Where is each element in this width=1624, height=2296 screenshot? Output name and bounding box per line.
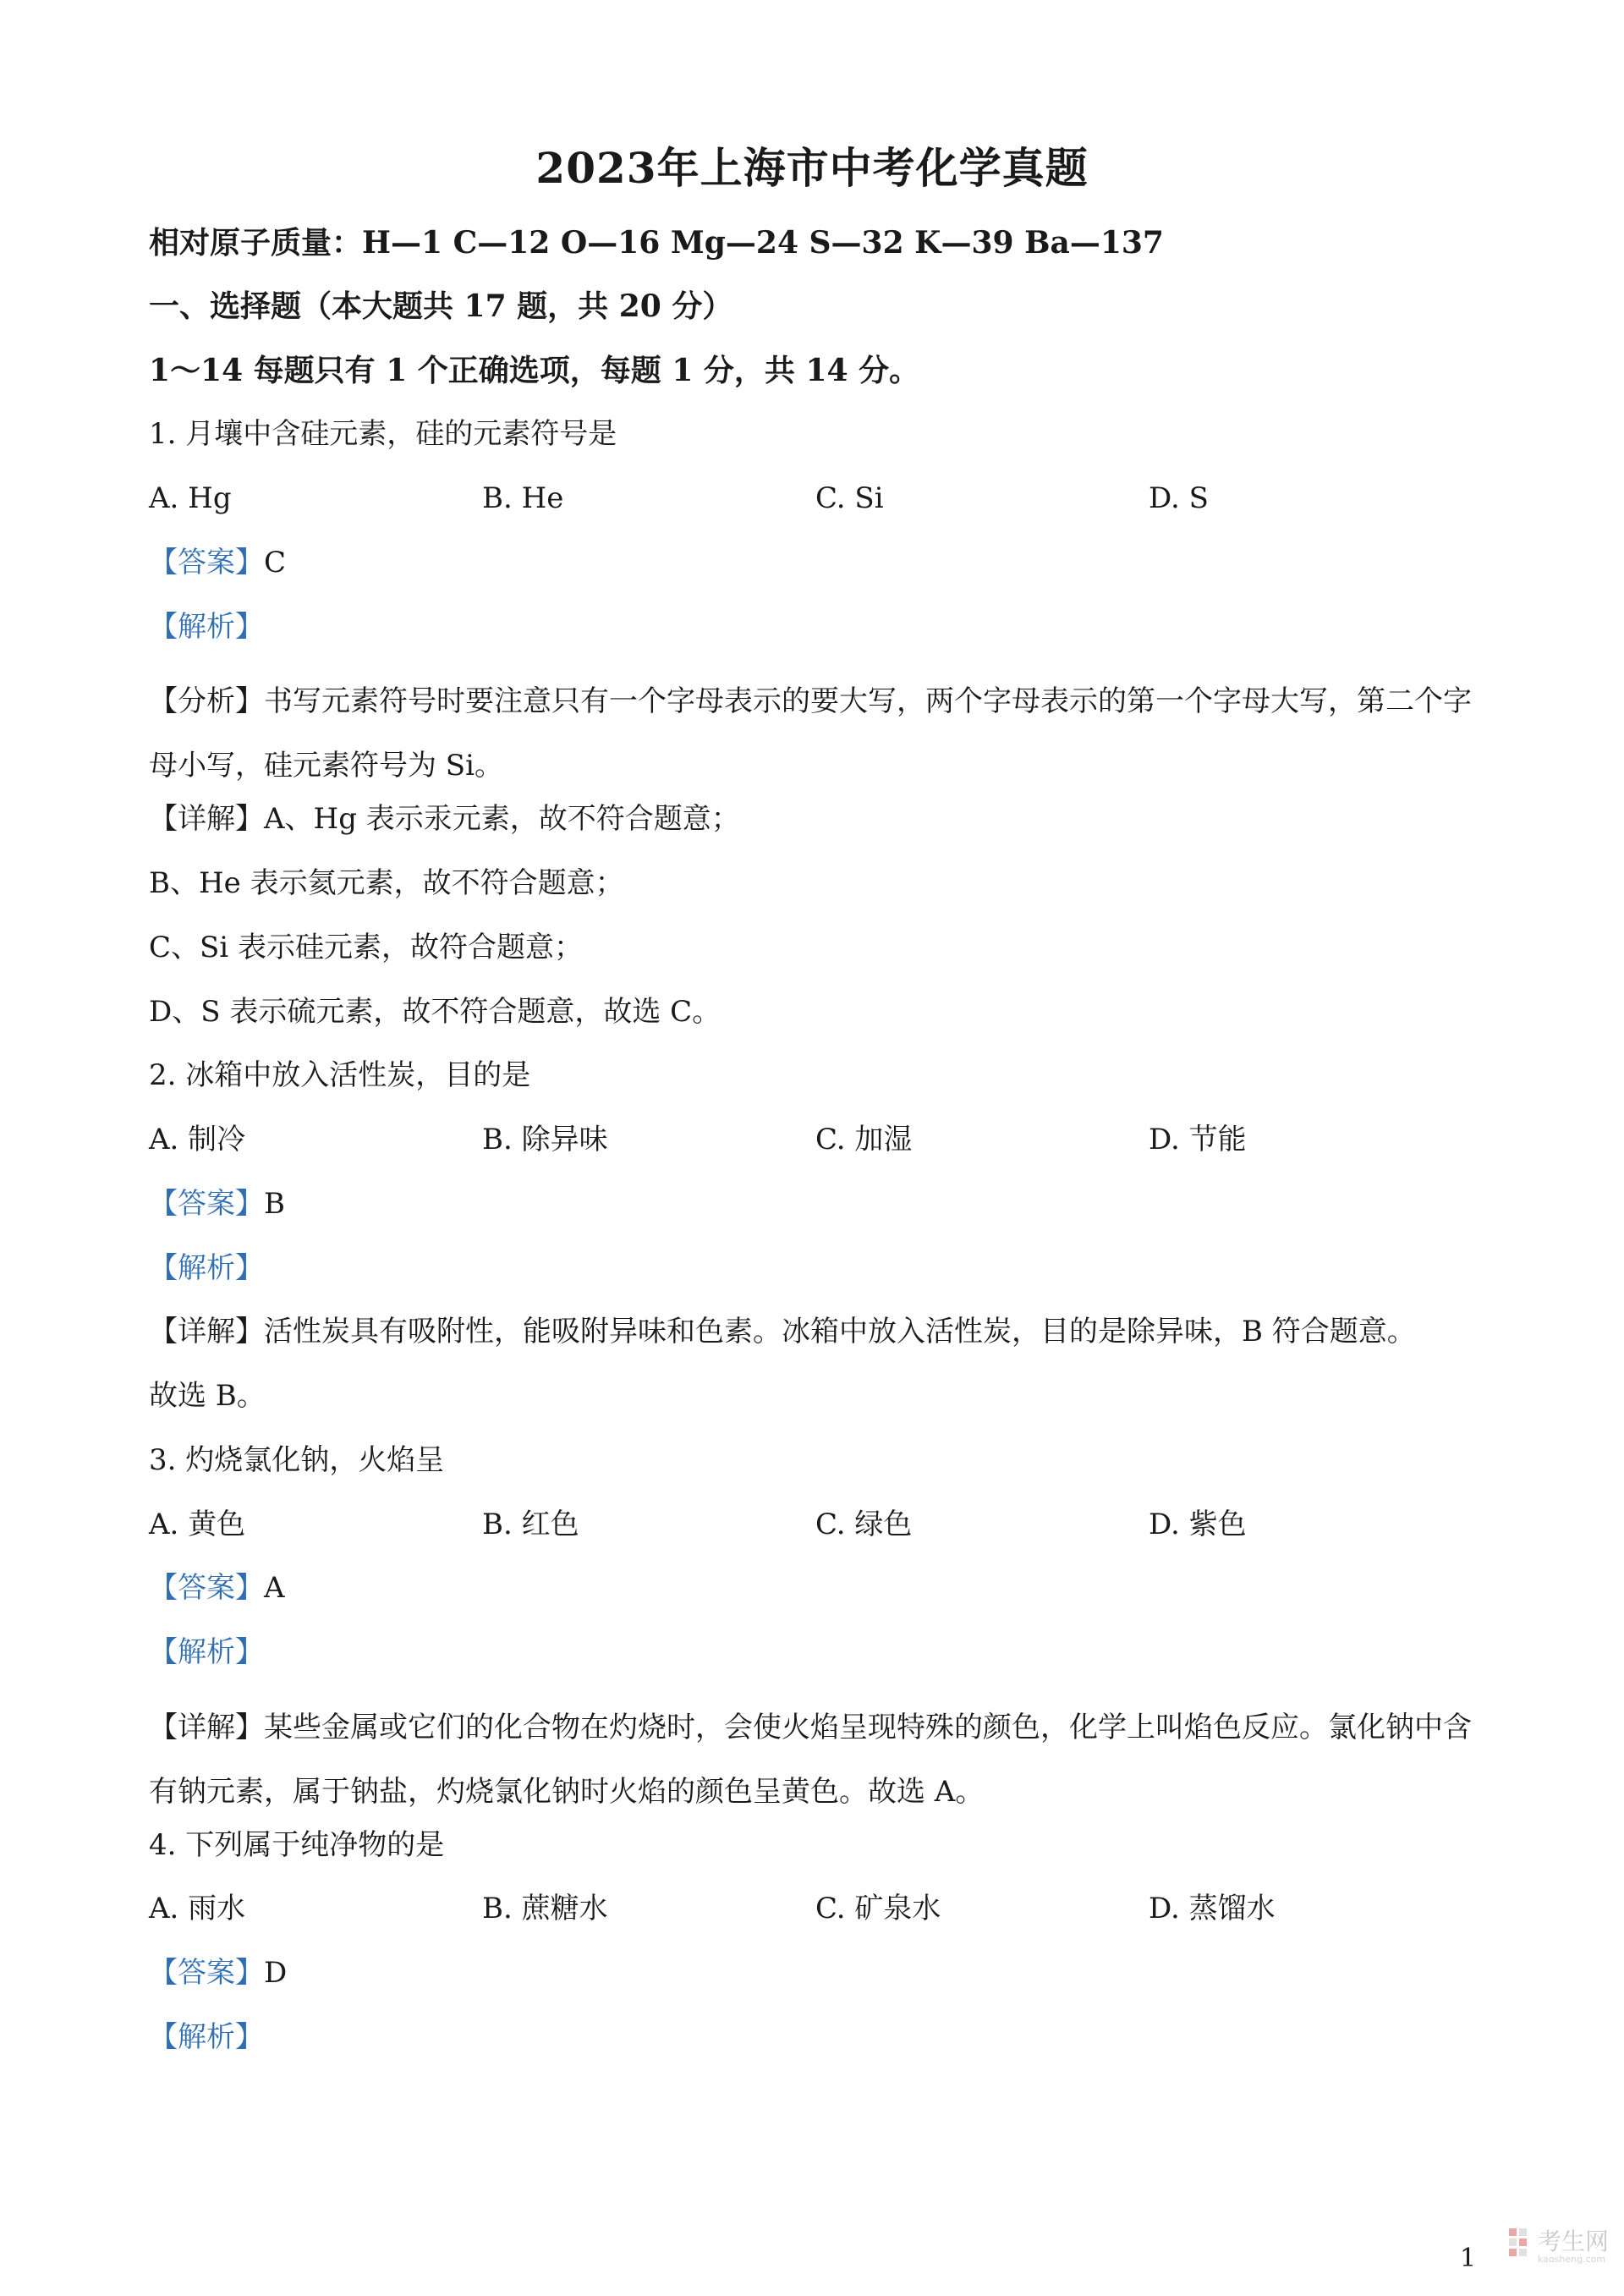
question-1-answer (149, 541, 1485, 584)
answer-value: B (264, 1187, 285, 1221)
answer-value: D (264, 1956, 288, 1990)
detail-line: A、Hg 表示汞元素，故不符合题意； (264, 802, 740, 836)
page-title: 2023年上海市中考化学真题 (535, 143, 1089, 193)
analysis-tag: 【解析】 (149, 2020, 264, 2054)
detail-text: 活性炭具有吸附性，能吸附异味和色素。冰箱中放入活性炭，目的是除异味，B 符合题意。 (264, 1315, 1416, 1348)
question-2-answer (149, 1183, 1485, 1225)
section-note: 1～14 每题只有 1 个正确选项，每题 1 分，共 14 分。 (149, 353, 920, 388)
detail-text: 某些金属或它们的化合物在灼烧时，会使火焰呈现特殊的颜色，化学上叫焰色反应。氯化钠中含有钠元素，属于钠盐，灼烧氯化钠时火焰的颜色呈黄色。故选 A。 (149, 1711, 1472, 1809)
question-1-fenxi (149, 669, 1485, 798)
atomic-masses: 相对原子质量：H—1 C—12 O—16 Mg—24 S—32 K—39 Ba—137 (149, 225, 1164, 261)
answer-value: A (264, 1571, 285, 1605)
question-3-options (149, 1503, 1485, 1546)
logo-subtext: kaosheng.com (1538, 2254, 1606, 2265)
option-a: A. 雨水 (149, 1892, 246, 1925)
question-2-conclusion: 故选 B。 (149, 1379, 266, 1413)
detail-tag: 【详解】 (149, 1711, 264, 1744)
question-4-stem: 4. 下列属于纯净物的是 (149, 1828, 445, 1862)
analysis-tag: 【解析】 (149, 1251, 264, 1285)
detail-line: C、Si 表示硅元素，故符合题意； (149, 931, 583, 964)
detail-tag: 【详解】 (149, 802, 264, 836)
question-3-answer (149, 1567, 1485, 1609)
section-heading: 一、选择题（本大题共 17 题，共 20 分） (149, 288, 733, 324)
logo-text: 考生网 (1538, 2227, 1610, 2255)
answer-tag: 【答案】 (149, 546, 264, 579)
option-d: D. 紫色 (1149, 1508, 1247, 1541)
option-b: B. He (482, 481, 564, 515)
option-a: A. 制冷 (149, 1123, 246, 1156)
question-1-options (149, 477, 1485, 519)
option-c: C. 矿泉水 (815, 1892, 941, 1925)
option-a: A. Hg (149, 481, 232, 515)
option-d: D. S (1149, 481, 1209, 515)
question-4-answer (149, 1952, 1485, 1994)
page-number: 1 (1460, 2244, 1477, 2273)
answer-tag: 【答案】 (149, 1956, 264, 1990)
analysis-tag: 【解析】 (149, 610, 264, 644)
answer-tag: 【答案】 (149, 1571, 264, 1605)
detail-line: B、He 表示氦元素，故不符合题意； (149, 866, 624, 900)
option-d: D. 蒸馏水 (1149, 1892, 1276, 1925)
option-b: B. 除异味 (482, 1123, 608, 1156)
option-b: B. 红色 (482, 1508, 579, 1541)
question-3-analysis (149, 1631, 1485, 1673)
question-1-analysis (149, 606, 1485, 648)
fenxi-text: 书写元素符号时要注意只有一个字母表示的要大写，两个字母表示的第一个字母大写，第二个字母小写，硅元素符号为 Si。 (149, 684, 1472, 783)
question-2-analysis (149, 1247, 1485, 1289)
question-3-detail (149, 1695, 1485, 1824)
watermark-logo (1507, 2218, 1609, 2277)
analysis-tag: 【解析】 (149, 1635, 264, 1669)
question-4-analysis (149, 2016, 1485, 2058)
option-c: C. 加湿 (815, 1123, 913, 1156)
option-d: D. 节能 (1149, 1123, 1247, 1156)
question-2-options (149, 1118, 1485, 1161)
option-a: A. 黄色 (149, 1508, 246, 1541)
question-1-stem: 1. 月壤中含硅元素，硅的元素符号是 (149, 417, 617, 451)
option-b: B. 蔗糖水 (482, 1892, 608, 1925)
question-1-detail (149, 798, 1485, 840)
question-2-stem: 2. 冰箱中放入活性炭，目的是 (149, 1058, 531, 1092)
question-3-stem: 3. 灼烧氯化钠，火焰呈 (149, 1443, 445, 1477)
option-c: C. Si (815, 481, 884, 515)
answer-tag: 【答案】 (149, 1187, 264, 1221)
logo-icon (1507, 2225, 1533, 2262)
fenxi-tag: 【分析】 (149, 684, 264, 718)
detail-tag: 【详解】 (149, 1315, 264, 1348)
answer-value: C (264, 546, 287, 579)
question-4-options (149, 1887, 1485, 1930)
question-2-detail (149, 1310, 1485, 1353)
detail-line: D、S 表示硫元素，故不符合题意，故选 C。 (149, 995, 721, 1029)
option-c: C. 绿色 (815, 1508, 913, 1541)
